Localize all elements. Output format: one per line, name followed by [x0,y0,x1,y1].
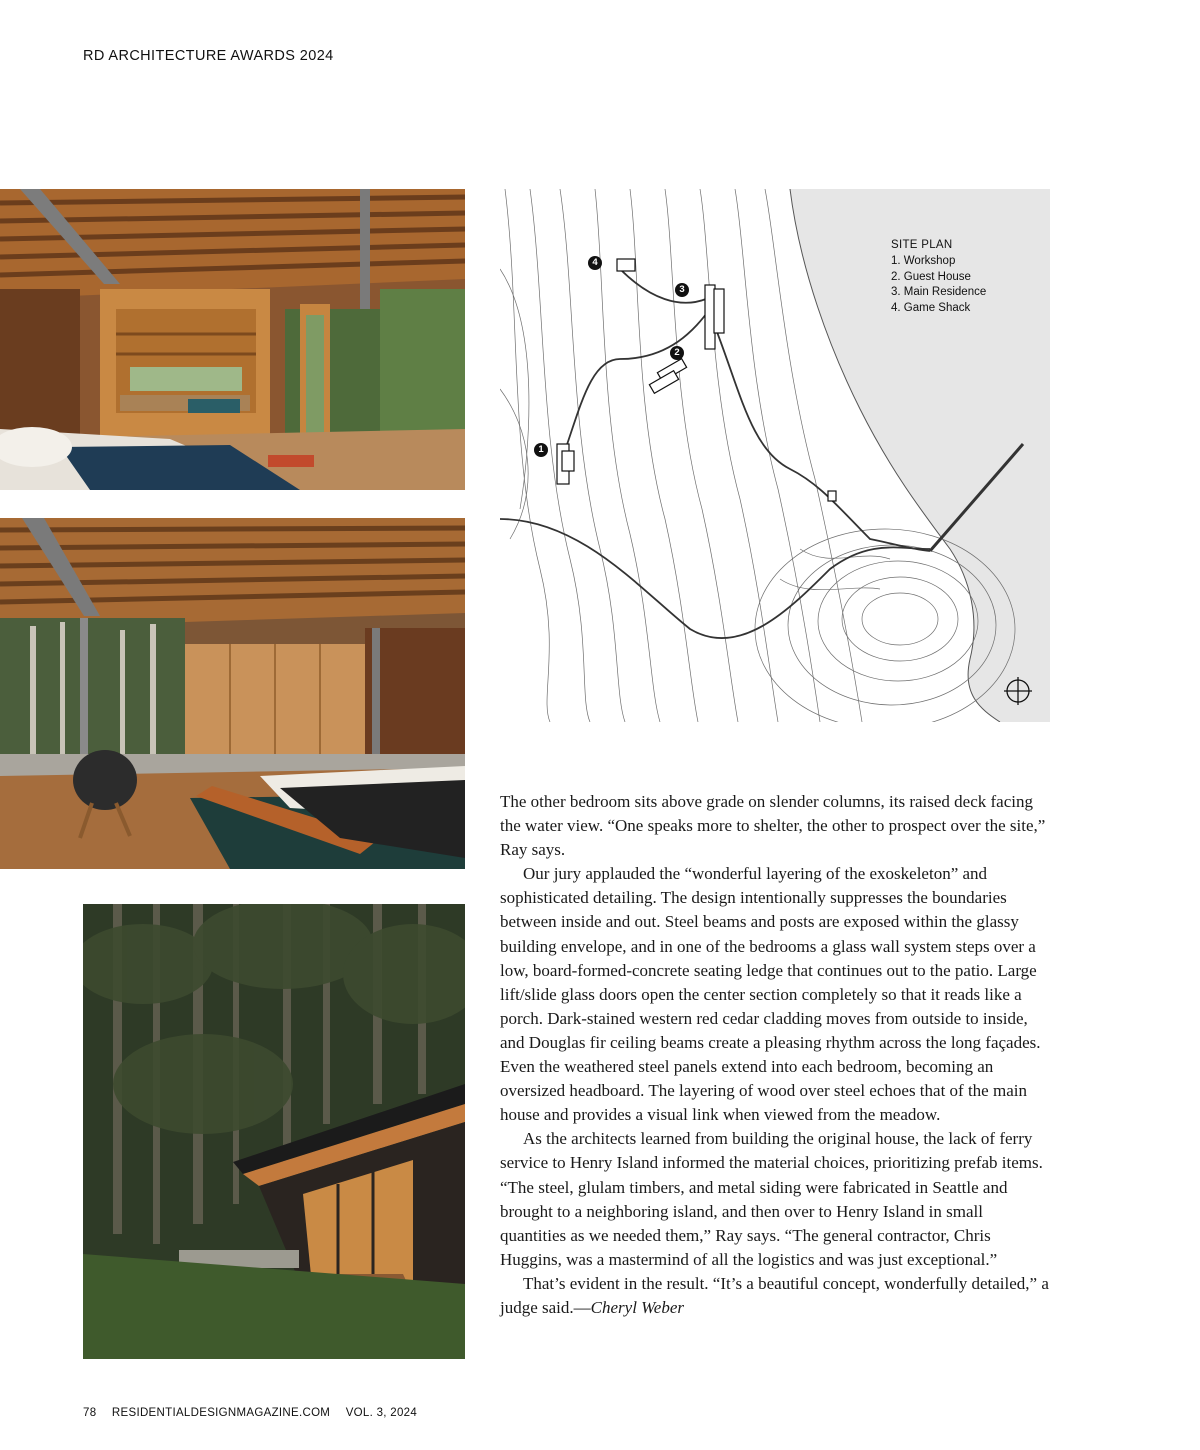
legend-item: 4. Game Shack [891,302,971,315]
section-title: RD ARCHITECTURE AWARDS 2024 [83,48,334,64]
legend-item: 3. Main Residence [891,286,987,299]
legend-item: 2. Guest House [891,270,971,283]
bedroom-window-seat-photo [0,189,465,490]
site-marker-1: 1 [534,443,548,457]
site-marker-2: 2 [670,346,684,360]
site-plan-map [500,189,1050,722]
site-plan-title: SITE PLAN [891,239,953,251]
site-plan-legend [891,238,986,317]
final-paragraph-text: That’s evident in the result. “It’s a beautiful concept, wonderfully detailed,” a judge said.— [500,1273,1049,1317]
volume-info: VOL. 3, 2024 [345,1407,418,1419]
article-paragraph: Our jury applauded the “wonderful layering of the exoskeleton” and sophisticated detailing. The design intentionally suppresses the boundaries between inside and out. Steel beams and posts are exposed within the glassy building envelope, and in one of the bedrooms a glass wall system steps over a low, board-formed-concrete seating ledge that continues out to the patio. Large lift/slide glass doors open the center section completely so that it reads like a porch. Dark-stained western red cedar cladding moves from outside to inside, and Douglas fir ceiling beams create a pleasing rhythm across the long façades. Even the weathered steel panels extend into each bedroom, becoming an oversized headboard. The layering of wood over steel echoes that of the main house and provides a visual link when viewed from the meadow. [500,864,1041,1125]
legend-item: 1. Workshop [891,254,956,267]
author-byline: Cheryl Weber [590,1297,684,1317]
page-footer [83,1407,429,1419]
site-marker-3: 3 [675,283,689,297]
site-marker-4: 4 [588,256,602,270]
magazine-website: RESIDENTIALDESIGNMAGAZINE.COM [111,1407,331,1419]
page-number: 78 [83,1407,97,1419]
bedroom-lounge-photo [0,518,465,869]
article-paragraph-final [500,1272,1050,1320]
article-paragraph: The other bedroom sits above grade on slender columns, its raised deck facing the water view. “One speaks more to shelter, the other to prospect over the site,” Ray says. [500,792,1046,860]
exterior-forest-photo [83,904,465,1359]
article-body [500,790,1050,1320]
article-paragraph: As the architects learned from building the original house, the lack of ferry service to Henry Island informed the material choices, prioritizing prefab items. “The steel, glulam timbers, and metal siding were fabricated in Seattle and brought to a neighboring island, and then over to Henry Island in small quantities as we needed them,” Ray says. “The general contractor, Chris Huggins, was a mastermind of all the logistics and was just exceptional.” [500,1129,1043,1269]
